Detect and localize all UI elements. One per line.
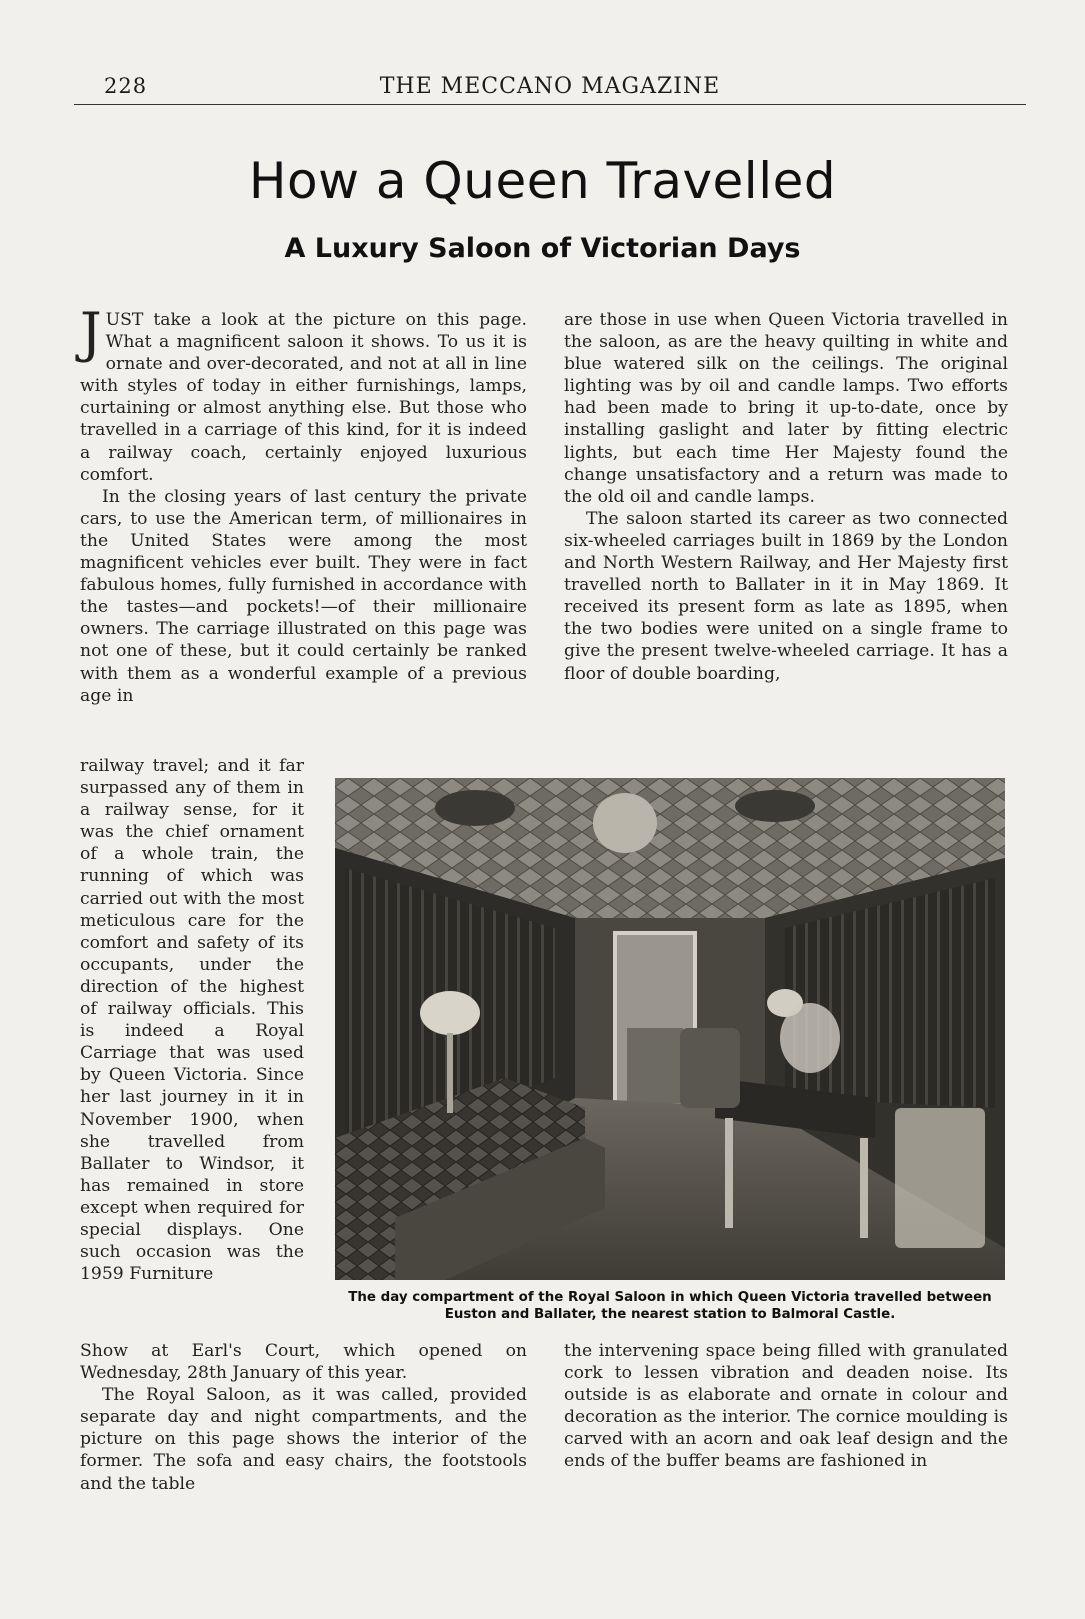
article-subtitle: A Luxury Saloon of Victorian Days [284, 233, 801, 264]
page-header [74, 70, 1026, 105]
paragraph: The saloon started its career as two connected six-wheeled carriages built in 1869 by the London and North Western Railway, and Her Majesty first travelled north to Ballater in it in May 1869. It received its present form as late as 1895, when the two bodies were united on a single frame to give the present twelve-wheeled carriage. It has a floor of double boarding, [564, 508, 1008, 684]
paragraph: The Royal Saloon, as it was called, provided separate day and night compartments, and the picture on this page shows the interior of the former. The sofa and easy chairs, the footstools and the table [80, 1385, 527, 1494]
saloon-interior-photo [335, 778, 1005, 1280]
paragraph [80, 301, 527, 486]
caption-line: Euston and Ballater, the nearest station to Balmoral Castle. [444, 1307, 896, 1322]
paragraph: In the closing years of last century the private cars, to use the American term, of millionaires in the United States were among the most magnificent vehicles ever built. They were in fact fabulous homes, fully furnished in accordance with the tastes—and pockets!—of their millionaire owners. The carriage illustrated on this page was not one of these, but it could certainly be ranked with them as a wonderful example of a previous age in [80, 486, 527, 706]
column-2-top [564, 309, 1008, 755]
column-1-top [80, 301, 527, 755]
paragraph: Show at Earl's Court, which opened on Wednesday, 28th January of this year. [80, 1341, 527, 1384]
paragraph: the intervening space being filled with granulated cork to lessen vibration and deaden noise. Its outside is as elaborate and ornate in colour and decoration as the interior. The cornice moulding is carved with an acorn and oak leaf design and the ends of the buffer beams are fashioned in [564, 1341, 1008, 1472]
article-title: How a Queen Travelled [248, 152, 837, 210]
paragraph-text: UST take a look at the picture on this page. What a magnificent saloon it shows. To us it is ornate and over-decorated, and not at all in line with styles of today in either furnishings, lamps, curtaining or almost anything else. But those who travelled in a carriage of this kind, for it is indeed a railway coach, certainly enjoyed luxurious comfort. [80, 310, 527, 485]
column-1-narrow [80, 755, 304, 1340]
drop-cap: J [80, 301, 102, 364]
saloon-photo-illustration [335, 778, 1005, 1280]
paragraph: are those in use when Queen Victoria travelled in the saloon, as are the heavy quilting in white and blue watered silk on the ceilings. The original lighting was by oil and candle lamps. Two efforts had been made to bring it up-to-date, once by installing gaslight and later by fitting electric lights, but each time Her Majesty found the change unsatisfactory and a return was made to the old oil and candle lamps. [564, 310, 1008, 507]
column-1-bottom [80, 1340, 527, 1495]
photo-caption [330, 1289, 1010, 1323]
paragraph: railway travel; and it far surpassed any of them in a railway sense, for it was the chief ornament of a whole train, the running of which was carried out with the most meticulous care for the comfort and safety of its occupants, under the direction of the highest of railway officials. This is indeed a Royal Carriage that was used by Queen Victoria. Since her last journey in it in November 1900, when she travelled from Ballater to Windsor, it has remained in store except when required for special displays. One such occasion was the 1959 Furniture [80, 756, 304, 1285]
caption-line: The day compartment of the Royal Saloon in which Queen Victoria travelled between [348, 1290, 992, 1305]
page-number: 228 [104, 74, 148, 98]
column-2-bottom [564, 1340, 1008, 1473]
magazine-name: THE MECCANO MAGAZINE [379, 74, 721, 99]
